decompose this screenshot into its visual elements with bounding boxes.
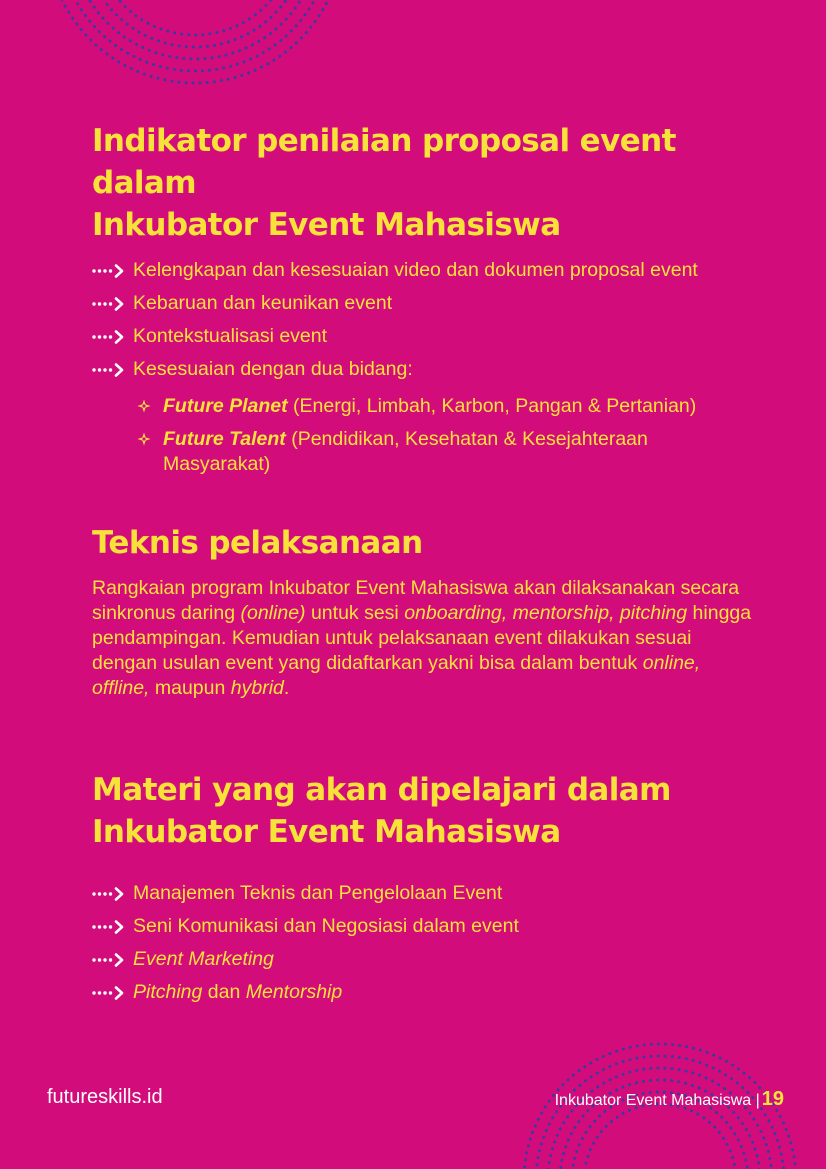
section-title-materi: Materi yang akan dipelajari dalam Inkubator Event Mahasiswa	[92, 772, 671, 850]
teknis-paragraph: Rangkaian program Inkubator Event Mahasiswa akan dilaksanakan secara sinkronus daring (online) untuk sesi onboarding, mentorship, pitching hingga pendampingan. Kemudian untuk pelaksanaan event dilakukan sesuai dengan usulan event yang didaftarkan yakni bisa dalam bentuk online, offline, maupun hybrid.	[92, 577, 752, 699]
list-item: Pitching dan Mentorship	[92, 980, 752, 1005]
section-title-teknis: Teknis pelaksanaan	[92, 525, 423, 561]
list-item: Kesesuaian dengan dua bidang:	[92, 357, 752, 382]
dotted-arrow-icon	[92, 297, 128, 311]
bidang-sublist	[92, 394, 752, 477]
dotted-arrow-icon	[92, 330, 128, 344]
page-number: 19	[761, 1088, 784, 1110]
materi-list	[92, 881, 752, 1005]
list-item: Seni Komunikasi dan Negosiasi dalam event	[92, 914, 752, 939]
list-item: Kontekstualisasi event	[92, 324, 752, 349]
dotted-arrow-icon	[92, 953, 128, 967]
dotted-arrow-icon	[92, 887, 128, 901]
sparkle-icon	[137, 432, 151, 446]
footer-website: futureskills.id	[47, 1086, 163, 1108]
list-item: Manajemen Teknis dan Pengelolaan Event	[92, 881, 752, 906]
dotted-arrow-icon	[92, 986, 128, 1000]
sub-list-item: Future Talent (Pendidikan, Kesehatan & Kesejahteraan Masyarakat)	[137, 427, 752, 477]
section-title-indikator: Indikator penilaian proposal event dalam Inkubator Event Mahasiswa	[92, 123, 676, 243]
footer-page-info	[555, 1088, 784, 1111]
sub-list-item: Future Planet (Energi, Limbah, Karbon, Pangan & Pertanian)	[137, 394, 752, 419]
list-item: Event Marketing	[92, 947, 752, 972]
footer-doc-title: Inkubator Event Mahasiswa |	[554, 1092, 760, 1109]
dotted-arc-decoration-top	[50, 0, 340, 90]
dotted-arrow-icon	[92, 920, 128, 934]
indikator-list	[92, 258, 752, 382]
dotted-arrow-icon	[92, 264, 128, 278]
list-item: Kelengkapan dan kesesuaian video dan dokumen proposal event	[92, 258, 752, 283]
list-item: Kebaruan dan keunikan event	[92, 291, 752, 316]
page-content	[92, 120, 752, 1013]
sparkle-icon	[137, 399, 151, 413]
dotted-arrow-icon	[92, 363, 128, 377]
